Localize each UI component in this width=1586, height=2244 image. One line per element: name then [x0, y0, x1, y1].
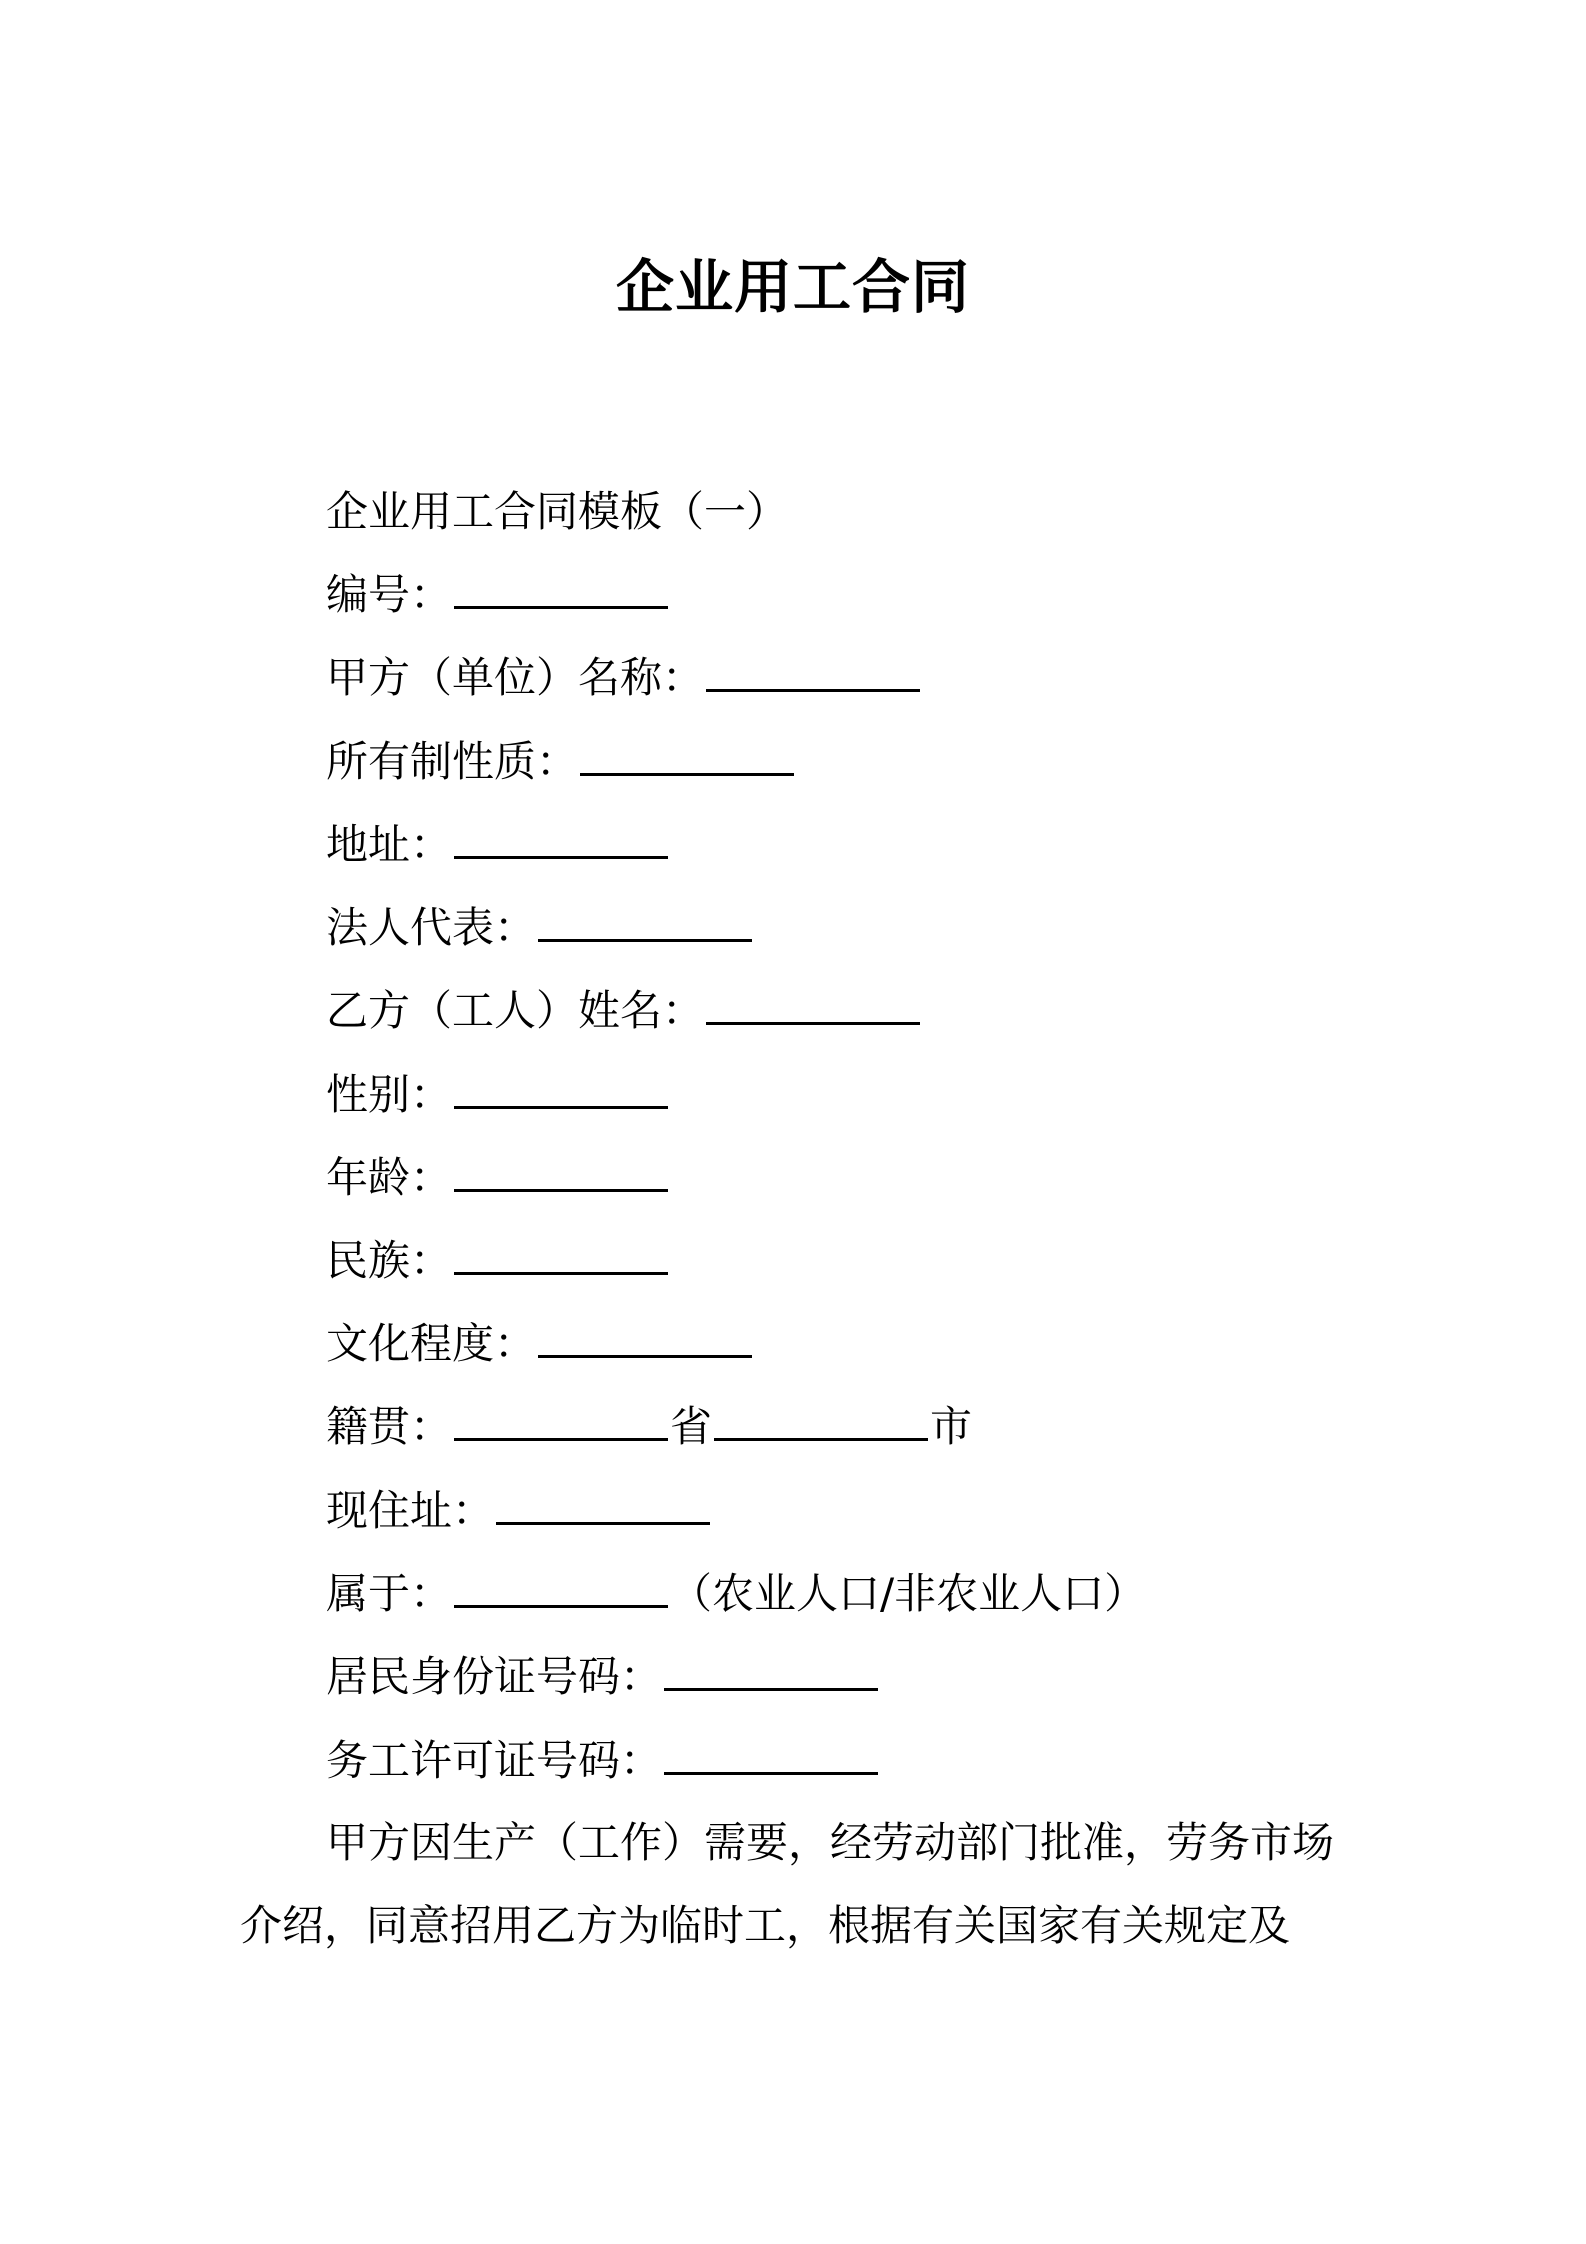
- field-native-place-label: 籍贯：: [326, 1402, 453, 1451]
- field-number-label: 编号：: [326, 570, 453, 619]
- field-ownership-blank: [580, 733, 794, 776]
- field-native-place-city-blank: [714, 1398, 928, 1441]
- field-gender-label: 性别：: [326, 1070, 453, 1119]
- field-work-permit: [326, 1732, 880, 1789]
- field-current-address-blank: [496, 1482, 710, 1525]
- field-age-label: 年龄：: [326, 1153, 453, 1202]
- field-id-number-blank: [664, 1648, 878, 1691]
- field-work-permit-label: 务工许可证号码：: [326, 1736, 663, 1785]
- field-age: [326, 1149, 670, 1206]
- body-paragraph-line-1: 甲方因生产（工作）需要，经劳动部门批准，劳务市场: [326, 1818, 1335, 1867]
- field-native-place-city-suffix: 市: [930, 1402, 973, 1451]
- field-legal-rep-blank: [538, 899, 752, 942]
- field-gender-blank: [454, 1066, 668, 1109]
- field-party-a-name-blank: [706, 649, 920, 692]
- field-native-place: [326, 1398, 972, 1455]
- field-party-a-name-label: 甲方（单位）名称：: [326, 653, 705, 702]
- field-address-label: 地址：: [326, 820, 453, 869]
- field-education-label: 文化程度：: [326, 1319, 537, 1368]
- field-party-a-name: [326, 649, 922, 706]
- field-belongs-to-options: （农业人口/非农业人口）: [670, 1569, 1147, 1618]
- field-id-number-label: 居民身份证号码：: [326, 1652, 663, 1701]
- field-legal-rep: [326, 899, 754, 956]
- document-title: 企业用工合同: [615, 253, 970, 321]
- field-belongs-to-label: 属于：: [326, 1569, 453, 1618]
- field-number-blank: [454, 566, 668, 609]
- field-age-blank: [454, 1149, 668, 1192]
- field-address-blank: [454, 816, 668, 859]
- field-party-b-name: [326, 982, 922, 1039]
- field-native-place-province-suffix: 省: [670, 1402, 713, 1451]
- field-ownership: [326, 733, 796, 790]
- field-ethnicity-label: 民族：: [326, 1236, 453, 1285]
- field-id-number: [326, 1648, 880, 1705]
- template-subtitle: 企业用工合同模板（一）: [326, 487, 789, 536]
- field-number: [326, 566, 670, 623]
- field-party-b-name-blank: [706, 982, 920, 1025]
- field-address: [326, 816, 670, 873]
- field-current-address-label: 现住址：: [326, 1486, 495, 1535]
- field-current-address: [326, 1482, 712, 1539]
- field-legal-rep-label: 法人代表：: [326, 903, 537, 952]
- field-ownership-label: 所有制性质：: [326, 737, 579, 786]
- field-belongs-to: [326, 1565, 1146, 1622]
- field-education-blank: [538, 1315, 752, 1358]
- field-ethnicity: [326, 1232, 670, 1289]
- field-native-place-province-blank: [454, 1398, 668, 1441]
- field-party-b-name-label: 乙方（工人）姓名：: [326, 986, 705, 1035]
- field-ethnicity-blank: [454, 1232, 668, 1275]
- field-belongs-to-blank: [454, 1565, 668, 1608]
- body-paragraph-line-2: 介绍，同意招用乙方为临时工，根据有关国家有关规定及: [240, 1901, 1291, 1950]
- field-work-permit-blank: [664, 1732, 878, 1775]
- field-gender: [326, 1066, 670, 1123]
- field-education: [326, 1315, 754, 1372]
